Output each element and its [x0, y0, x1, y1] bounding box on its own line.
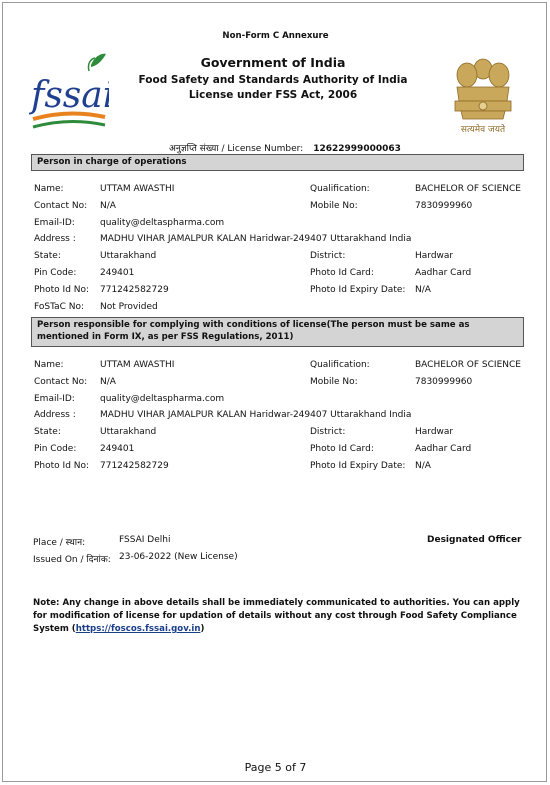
- section-person-responsible-header: Person responsible for complying with conditions of license(The person must be same as mentioned in Form IX, as per FSS Regulations, 2011): [31, 317, 524, 347]
- place-value: FSSAI Delhi: [119, 535, 171, 545]
- emblem-caption: सत्यमेव जयते: [460, 125, 506, 135]
- note-after: ): [200, 624, 205, 634]
- issued-label: Issued On / दिनांक:: [33, 555, 111, 565]
- issued-value: 23-06-2022 (New License): [119, 552, 238, 562]
- foscos-link[interactable]: https://foscos.fssai.gov.in: [75, 624, 201, 634]
- detail-row: State: Uttarakhand District: Hardwar: [34, 251, 454, 262]
- detail-row: Pin Code: 249401 Photo Id Card: Aadhar Card: [34, 443, 472, 454]
- detail-row: Address : MADHU VIHAR JAMALPUR KALAN Haridwar-249407 Uttarakhand India: [34, 234, 412, 245]
- section-person-responsible-rows: [34, 360, 529, 478]
- page-number: Page 5 of 7: [244, 761, 307, 774]
- detail-row: Photo Id No: 771242582729 Photo Id Expiry Date: N/A: [34, 460, 431, 471]
- section-person-in-charge-rows: [34, 184, 529, 318]
- place-row: [33, 535, 171, 548]
- place-label: Place / स्थान:: [33, 538, 86, 548]
- document-page: [2, 2, 547, 782]
- national-emblem-icon: [443, 51, 523, 137]
- detail-row: State: Uttarakhand District: Hardwar: [34, 427, 454, 438]
- detail-row: Name: UTTAM AWASTHI Qualification: BACHELOR OF SCIENCE: [34, 360, 521, 370]
- section-person-in-charge-header: Person in charge of operations: [31, 154, 524, 171]
- detail-row: Address : MADHU VIHAR JAMALPUR KALAN Haridwar-249407 Uttarakhand India: [34, 410, 412, 421]
- header-license-act: License under FSS Act, 2006: [188, 89, 358, 101]
- detail-row: Pin Code: 249401 Photo Id Card: Aadhar Card: [34, 267, 472, 278]
- header-authority: Food Safety and Standards Authority of India: [138, 74, 408, 86]
- license-number-value: 12622999000063: [313, 144, 401, 154]
- designated-officer: Designated Officer: [427, 535, 522, 545]
- note-text: Note: Any change in above details shall be immediately communicated to authorities. You can apply for modification of license for updation of details without any cost through Food Safety Compliance System (: [33, 598, 520, 634]
- license-number-label: अनुज्ञप्ति संख्या / License Number:: [169, 144, 304, 154]
- logo-text: fssai: [31, 75, 109, 116]
- issued-row: [33, 552, 238, 565]
- header-government: Government of India: [200, 55, 346, 70]
- detail-row: Contact No: N/A Mobile No: 7830999960: [34, 200, 473, 211]
- detail-row: Contact No: N/A Mobile No: 7830999960: [34, 376, 473, 387]
- detail-row: Photo Id No: 771242582729 Photo Id Expiry Date: N/A: [34, 284, 431, 295]
- license-number-row: [169, 141, 401, 154]
- note-paragraph: [33, 597, 521, 636]
- detail-row: FoSTaC No: Not Provided: [34, 301, 158, 312]
- detail-row: Email-ID: quality@deltaspharma.com: [34, 217, 225, 228]
- detail-row: Email-ID: quality@deltaspharma.com: [34, 393, 225, 404]
- annexure-title: Non-Form C Annexure: [222, 31, 329, 41]
- detail-row: Name: UTTAM AWASTHI Qualification: BACHELOR OF SCIENCE: [34, 184, 521, 194]
